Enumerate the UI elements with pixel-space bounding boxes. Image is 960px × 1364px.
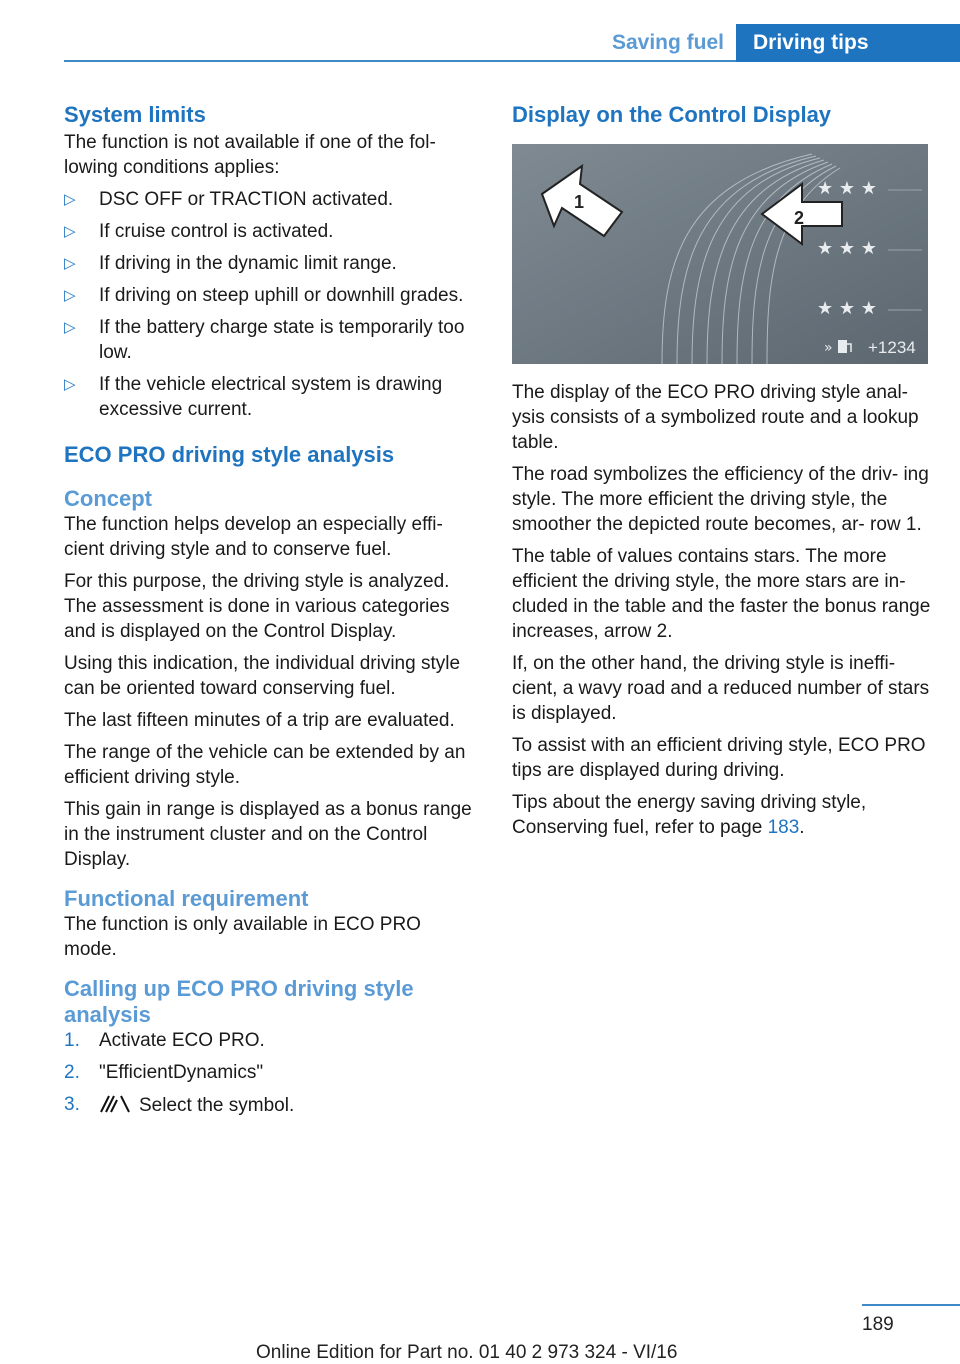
list-item bbox=[64, 315, 476, 365]
list-item bbox=[64, 219, 476, 244]
star-row: ★ ★ ★ bbox=[817, 238, 877, 259]
road-symbol-icon[interactable] bbox=[99, 1092, 133, 1114]
step-text: "EfficientDynamics" bbox=[99, 1062, 264, 1083]
concept-paragraph: The last fifteen minutes of a trip are evaluated. bbox=[64, 710, 455, 731]
triangle-bullet-icon: ▷ bbox=[64, 223, 76, 240]
calling-up-heading: Calling up ECO PRO driving style analysis bbox=[64, 976, 414, 1027]
triangle-bullet-icon: ▷ bbox=[64, 376, 76, 393]
system-limits-intro: The function is not available if one of the fol‐ lowing conditions applies: bbox=[64, 132, 436, 178]
list-item-text: If driving on steep uphill or downhill grades. bbox=[99, 285, 464, 306]
display-paragraph: The road symbolizes the efficiency of the driv‐ ing style. The more efficient the driving style, the smoother the depicted route becomes, ar‐ row 1. bbox=[512, 464, 929, 535]
svg-text:2: 2 bbox=[794, 208, 805, 228]
svg-text:1: 1 bbox=[574, 192, 585, 212]
step-text: Activate ECO PRO. bbox=[99, 1030, 265, 1051]
edition-footer: Online Edition for Part no. 01 40 2 973 324 - VI/16 bbox=[256, 1342, 678, 1363]
footer-rule bbox=[862, 1304, 960, 1306]
concept-heading: Concept bbox=[64, 486, 152, 511]
page-number: 189 bbox=[862, 1314, 894, 1335]
page-link[interactable]: 183 bbox=[767, 817, 800, 838]
eco-pro-display-figure bbox=[512, 144, 928, 364]
list-item-text: DSC OFF or TRACTION activated. bbox=[99, 189, 394, 210]
left-column bbox=[64, 100, 476, 1125]
step-number: 3. bbox=[64, 1094, 80, 1115]
calling-up-steps bbox=[64, 1028, 476, 1118]
step-item bbox=[64, 1028, 476, 1053]
bonus-prefix: » bbox=[824, 340, 833, 356]
list-item bbox=[64, 283, 476, 308]
triangle-bullet-icon: ▷ bbox=[64, 191, 76, 208]
chapter-tab[interactable]: Driving tips bbox=[736, 24, 960, 62]
concept-paragraph: This gain in range is displayed as a bonus range in the instrument cluster and on the Control Display. bbox=[64, 799, 472, 870]
step-item bbox=[64, 1092, 476, 1118]
list-item-text: If driving in the dynamic limit range. bbox=[99, 253, 397, 274]
concept-paragraph: Using this indication, the individual driving style can be oriented toward conserving fuel. bbox=[64, 653, 461, 699]
functional-requirement-text: The function is only available in ECO PRO mode. bbox=[64, 914, 421, 960]
display-paragraph bbox=[512, 790, 932, 840]
triangle-bullet-icon: ▷ bbox=[64, 255, 76, 272]
eco-pro-analysis-heading: ECO PRO driving style analysis bbox=[64, 442, 395, 467]
display-paragraph: To assist with an efficient driving style, ECO PRO tips are displayed during driving. bbox=[512, 735, 926, 781]
display-paragraph: The display of the ECO PRO driving style anal‐ ysis consists of a symbolized route and a lookup table. bbox=[512, 382, 919, 453]
triangle-bullet-icon: ▷ bbox=[64, 319, 76, 336]
triangle-bullet-icon: ▷ bbox=[64, 287, 76, 304]
list-item bbox=[64, 372, 476, 422]
list-item-text: If the vehicle electrical system is drawing excessive current. bbox=[99, 374, 443, 420]
list-item bbox=[64, 251, 476, 276]
system-limits-list bbox=[64, 187, 476, 422]
right-column bbox=[512, 100, 932, 847]
list-item-text: If cruise control is activated. bbox=[99, 221, 334, 242]
step-text: Select the symbol. bbox=[139, 1095, 295, 1116]
functional-requirement-heading: Functional requirement bbox=[64, 886, 309, 911]
paragraph-text: Tips about the energy saving driving style, Conserving fuel, refer to page bbox=[512, 792, 867, 838]
star-row: ★ ★ ★ bbox=[817, 178, 877, 199]
list-item-text: If the battery charge state is temporarily too low. bbox=[99, 317, 465, 363]
section-tab[interactable]: Saving fuel bbox=[611, 31, 725, 54]
concept-paragraph: For this purpose, the driving style is analyzed. The assessment is done in various categories and is displayed on the Control Display. bbox=[64, 571, 450, 642]
list-item bbox=[64, 187, 476, 212]
display-paragraph: The table of values contains stars. The more efficient the driving style, the more stars are in‐ cluded in the table and the faster the bonus range increases, arrow 2. bbox=[512, 546, 931, 642]
bonus-value: +1234 bbox=[868, 338, 916, 357]
concept-paragraph: The function helps develop an especially effi‐ cient driving style and to conserve fuel. bbox=[64, 514, 443, 560]
control-display-heading: Display on the Control Display bbox=[512, 102, 832, 127]
display-paragraph: If, on the other hand, the driving style is ineffi‐ cient, a wavy road and a reduced number of stars is displayed. bbox=[512, 653, 930, 724]
paragraph-end: . bbox=[799, 817, 805, 838]
concept-paragraph: The range of the vehicle can be extended by an efficient driving style. bbox=[64, 742, 466, 788]
system-limits-heading: System limits bbox=[64, 102, 206, 127]
star-row: ★ ★ ★ bbox=[817, 298, 877, 319]
step-number: 1. bbox=[64, 1030, 80, 1051]
step-number: 2. bbox=[64, 1062, 80, 1083]
step-item bbox=[64, 1060, 476, 1085]
